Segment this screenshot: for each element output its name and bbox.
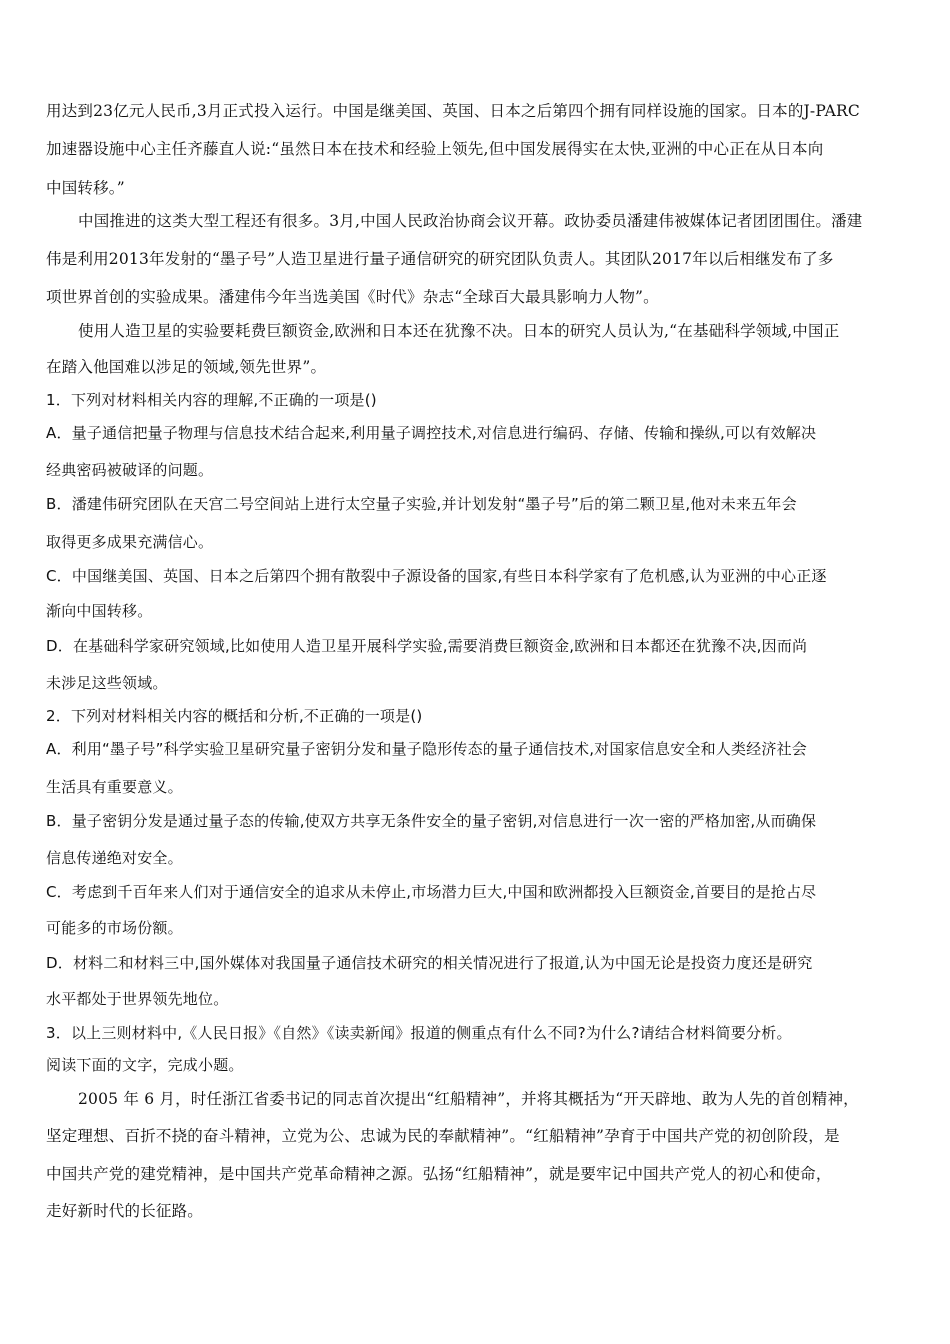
option-d-cont: 水平都处于世界领先地位。 xyxy=(46,990,229,1008)
option-d: D．在基础科学家研究领域,比如使用人造卫星开展科学实验,需要消费巨额资金,欧洲和日本都还在犹豫不决,因而尚 xyxy=(46,637,808,655)
option-b-cont: 取得更多成果充满信心。 xyxy=(46,533,214,551)
question-stem: 2．下列对材料相关内容的概括和分析,不正确的一项是() xyxy=(46,707,423,725)
text-line: 使用人造卫星的实验要耗费巨额资金,欧洲和日本还在犹豫不决。日本的研究人员认为,“在基础科学领域,中国正 xyxy=(78,322,840,340)
option-d: D．材料二和材料三中,国外媒体对我国量子通信技术研究的相关情况进行了报道,认为中国无论是投资力度还是研究 xyxy=(46,954,813,972)
question-stem: 3．以上三则材料中,《人民日报》《自然》《读卖新闻》报道的侧重点有什么不同?为什么?请结合材料简要分析。 xyxy=(46,1024,792,1042)
option-c: C．中国继美国、英国、日本之后第四个拥有散裂中子源设备的国家,有些日本科学家有了危机感,认为亚洲的中心正逐 xyxy=(46,567,827,585)
option-a: A．量子通信把量子物理与信息技术结合起来,利用量子调控技术,对信息进行编码、存储、传输和操纵,可以有效解决 xyxy=(46,424,817,442)
text-line: 走好新时代的长征路。 xyxy=(46,1202,204,1220)
instruction: 阅读下面的文字，完成小题。 xyxy=(46,1056,244,1074)
question-stem: 1．下列对材料相关内容的理解,不正确的一项是() xyxy=(46,391,377,409)
text-line: 加速器设施中心主任齐藤直人说:“虽然日本在技术和经验上领先,但中国发展得实在太快,亚洲的中心正在从日本向 xyxy=(46,140,824,158)
text-line: 伟是利用2013年发射的“墨子号”人造卫星进行量子通信研究的研究团队负责人。其团队2017年以后相继发布了多 xyxy=(46,250,834,268)
text-line: 中国推进的这类大型工程还有很多。3月,中国人民政治协商会议开幕。政协委员潘建伟被媒体记者团团围住。潘建 xyxy=(78,212,863,230)
option-d-cont: 未涉足这些领域。 xyxy=(46,674,168,692)
option-b: B．潘建伟研究团队在天宫二号空间站上进行太空量子实验,并计划发射“墨子号”后的第二颗卫星,他对未来五年会 xyxy=(46,495,797,513)
option-c-cont: 可能多的市场份额。 xyxy=(46,919,183,937)
option-a-cont: 生活具有重要意义。 xyxy=(46,778,183,796)
text-line: 项世界首创的实验成果。潘建伟今年当选美国《时代》杂志“全球百大最具影响力人物”。 xyxy=(46,288,659,306)
text-line: 用达到23亿元人民币,3月正式投入运行。中国是继美国、英国、日本之后第四个拥有同样设施的国家。日本的J-PARC xyxy=(46,102,860,120)
option-b-cont: 信息传递绝对安全。 xyxy=(46,849,183,867)
text-line: 坚定理想、百折不挠的奋斗精神，立党为公、忠诚为民的奉献精神”。“红船精神”孕育于中国共产党的初创阶段，是 xyxy=(46,1127,840,1145)
option-a: A．利用“墨子号”科学实验卫星研究量子密钥分发和量子隐形传态的量子通信技术,对国家信息安全和人类经济社会 xyxy=(46,740,807,758)
option-b: B．量子密钥分发是通过量子态的传输,使双方共享无条件安全的量子密钥,对信息进行一次一密的严格加密,从而确保 xyxy=(46,812,817,830)
option-a-cont: 经典密码被破译的问题。 xyxy=(46,461,214,479)
text-line: 中国转移。” xyxy=(46,179,125,197)
text-line: 中国共产党的建党精神，是中国共产党革命精神之源。弘扬“红船精神”，就是要牢记中国共产党人的初心和使命， xyxy=(46,1165,832,1183)
option-c: C．考虑到千百年来人们对于通信安全的追求从未停止,市场潜力巨大,中国和欧洲都投入巨额资金,首要目的是抢占尽 xyxy=(46,883,817,901)
option-c-cont: 渐向中国转移。 xyxy=(46,602,153,620)
text-line: 在踏入他国难以涉足的领域,领先世界”。 xyxy=(46,358,327,376)
text-line: 2005 年 6 月，时任浙江省委书记的同志首次提出“红船精神”，并将其概括为“开天辟地、敢为人先的首创精神， xyxy=(78,1090,859,1108)
